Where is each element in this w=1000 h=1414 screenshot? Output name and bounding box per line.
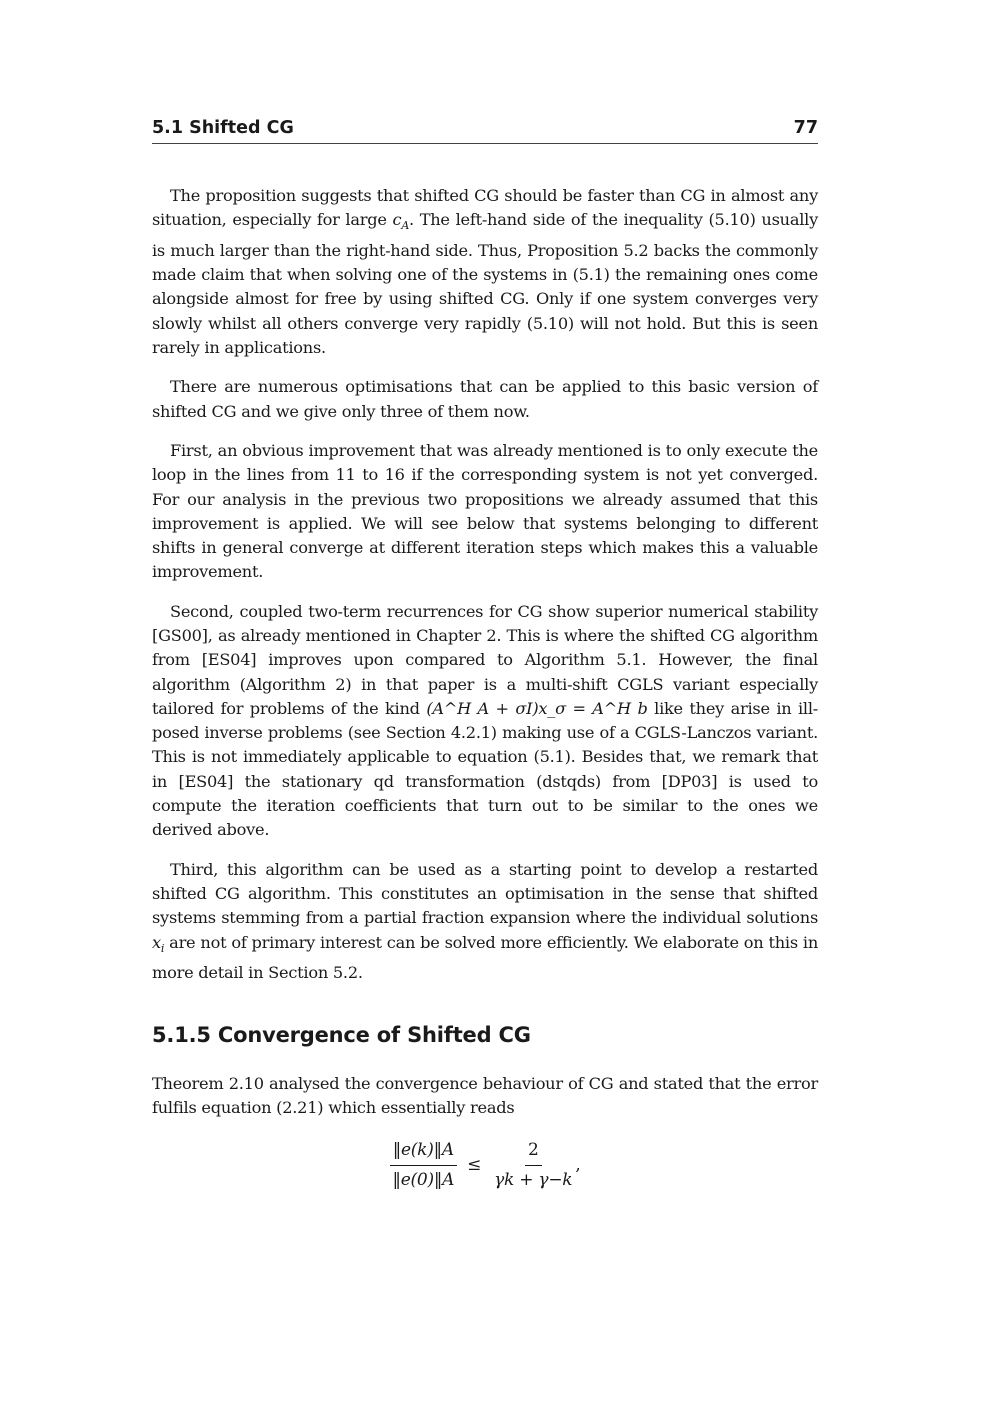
math-c-A: $c_A$ xyxy=(392,210,410,233)
paragraph-1: The proposition suggests that shifted CG should be faster than CG in almost any situation, especially for large $c_A$. The left-hand side of the inequality (5.10) usually is much larger than the right-hand side. Thus, Proposition 5.2 backs the commonly made claim that when solving one of the systems in (5.1) the remaining ones come alongside almost for free by using shifted CG. Only if one system converges very slowly whilst all others converge very rapidly (5.10) will not hold. But this is seen rarely in applications. xyxy=(152,186,818,358)
running-head xyxy=(152,118,818,144)
running-head-section: 5.1 Shifted CG xyxy=(152,118,294,138)
rhs-fraction xyxy=(491,1138,575,1192)
paragraph-4: Second, coupled two-term recurrences for CG show superior numerical stability [GS00], as already mentioned in Chapter 2. This is where the shifted CG algorithm from [ES04] improves upon compared to Algorithm 5.1. However, the final algorithm (Algorithm 2) in that paper is a multi-shift CGLS variant especially tailored for problems of the kind (A^H A + σI)x_σ = A^H b like they arise in ill-posed inverse problems (see Section 4.2.1) making use of a CGLS-Lanczos variant. This is not immediately applicable to equation (5.1). Besides that, we remark that in [ES04] the stationary qd transformation (dstqds) from [DP03] is used to compute the iteration coefficients that turn out to be similar to the ones we derived above. xyxy=(152,601,819,840)
section-heading: 5.1.5 Convergence of Shifted CG xyxy=(152,1023,531,1048)
rhs-numerator: 2 xyxy=(525,1138,542,1165)
lhs-fraction xyxy=(389,1138,457,1192)
paragraph-5: Third, this algorithm can be used as a starting point to develop a restarted shifted CG algorithm. This constitutes an optimisation in the sense that shifted systems stemming from a partial fraction expansion where the individual solutions $x_i$ are not of primary interest can be solved more efficiently. We elaborate on this in more detail in Section 5.2. xyxy=(152,859,818,983)
math-cgls-system: (A^H A + σI)x_σ = A^H b xyxy=(426,698,648,718)
lhs-denominator: ‖e(0)‖A xyxy=(392,1169,455,1190)
rhs-denominator: γk + γ−k xyxy=(494,1169,573,1190)
lhs-numerator: ‖e(k)‖A xyxy=(390,1138,457,1165)
page xyxy=(152,118,818,1192)
error-bound-equation xyxy=(152,1138,818,1192)
page-number: 77 xyxy=(793,118,818,138)
paragraph-6: Theorem 2.10 analysed the convergence behaviour of CG and stated that the error fulfils equation (2.21) which essentially reads xyxy=(152,1073,818,1117)
body-text xyxy=(152,184,818,1192)
equation-comma: , xyxy=(575,1154,581,1175)
paragraph-2: There are numerous optimisations that can be applied to this basic version of shifted CG and we give only three of them now. xyxy=(152,377,818,421)
math-x-i: $x_i$ xyxy=(152,932,165,955)
relation-symbol: ≤ xyxy=(467,1154,482,1175)
paragraph-3: First, an obvious improvement that was already mentioned is to only execute the loop in the lines from 11 to 16 if the corresponding system is not yet converged. For our analysis in the previous two propositions we already assumed that this improvement is applied. We will see below that systems belonging to different shifts in general converge at different iteration steps which makes this a valuable improvement. xyxy=(152,440,818,582)
